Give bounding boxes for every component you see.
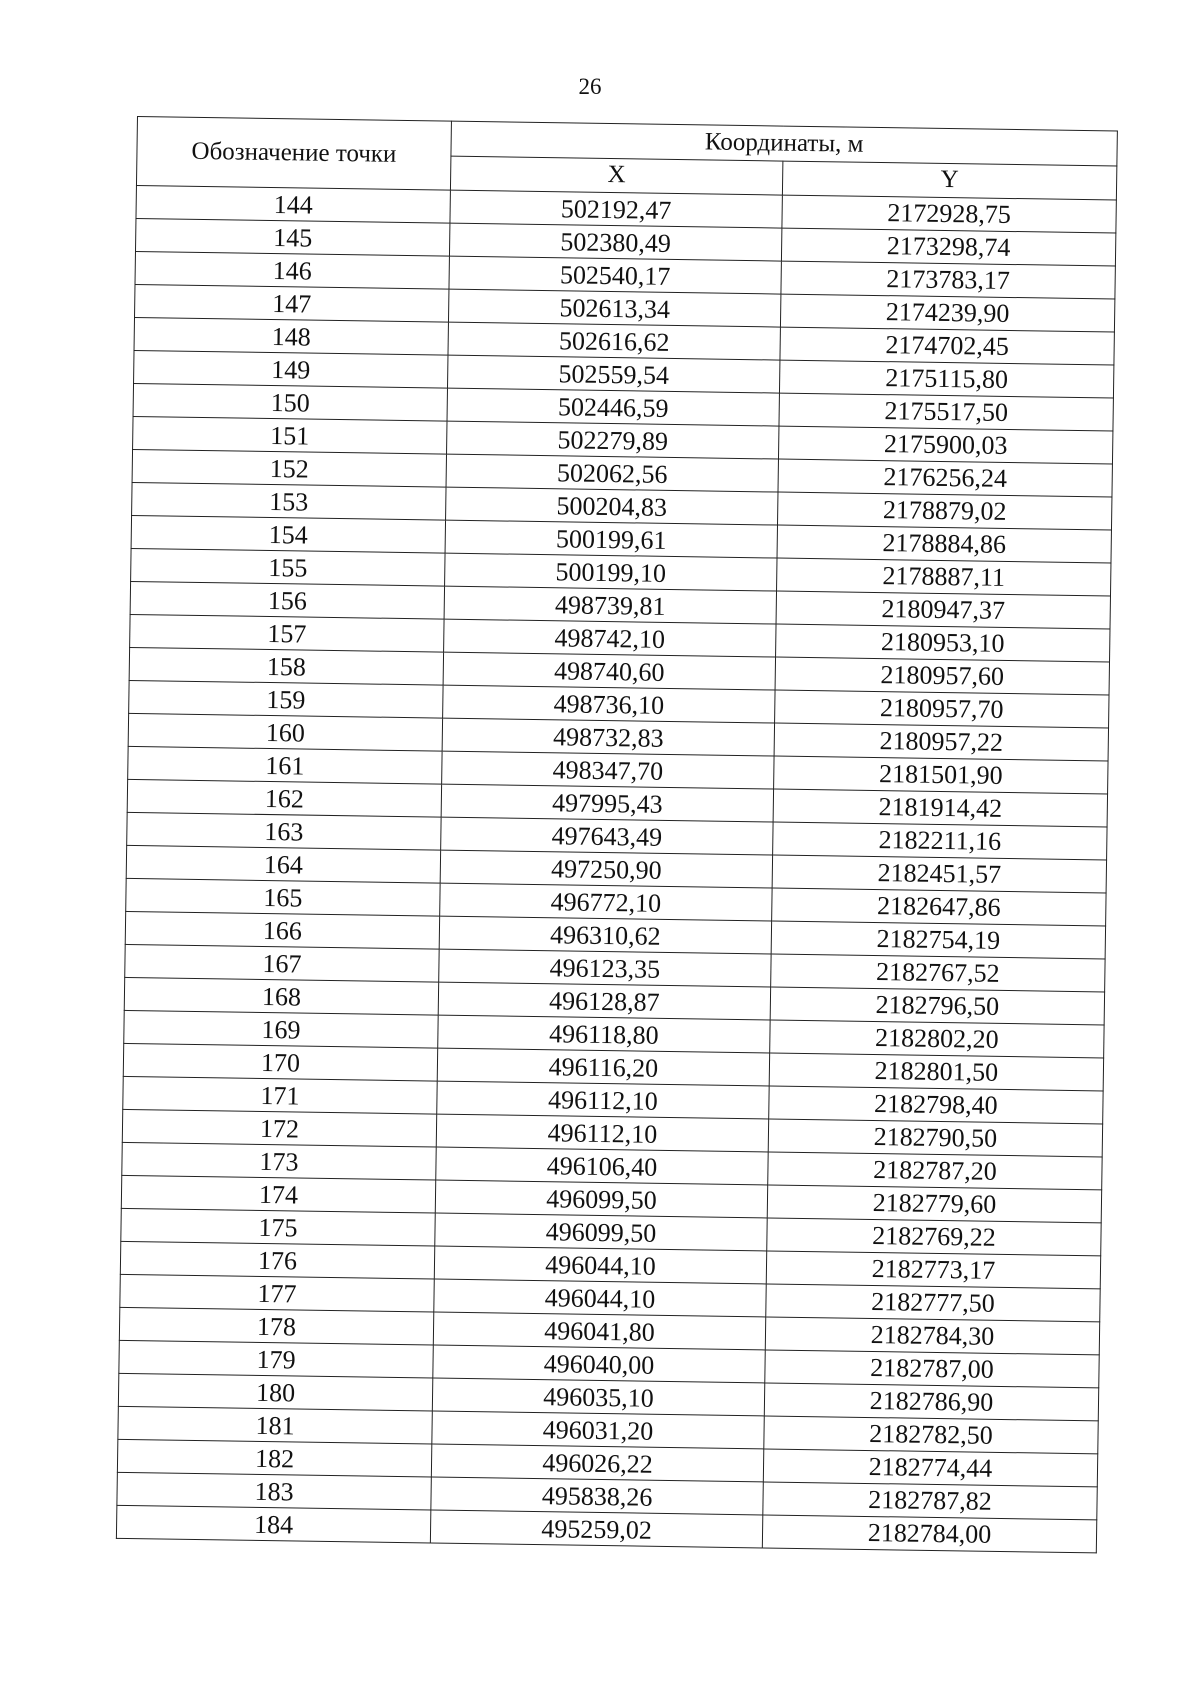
- cell-point: 144: [136, 185, 450, 223]
- cell-point: 160: [128, 713, 442, 751]
- cell-y: 2181914,42: [773, 789, 1107, 827]
- cell-x: 502613,34: [448, 289, 780, 327]
- cell-point: 181: [118, 1406, 432, 1444]
- cell-point: 170: [123, 1043, 437, 1081]
- cell-point: 172: [122, 1109, 436, 1147]
- cell-x: 498739,81: [444, 586, 776, 624]
- header-x: X: [450, 156, 782, 195]
- cell-y: 2182801,50: [769, 1053, 1103, 1091]
- cell-point: 173: [122, 1142, 436, 1180]
- cell-x: 500199,61: [445, 520, 777, 558]
- cell-point: 154: [131, 515, 445, 553]
- cell-x: 496040,00: [433, 1345, 765, 1383]
- cell-point: 146: [135, 251, 449, 289]
- cell-point: 150: [133, 383, 447, 421]
- cell-x: 502062,56: [446, 454, 778, 492]
- cell-y: 2182786,90: [764, 1383, 1098, 1421]
- cell-x: 502559,54: [447, 355, 779, 393]
- cell-y: 2182782,50: [764, 1416, 1098, 1454]
- cell-point: 152: [132, 449, 446, 487]
- cell-x: 496044,10: [434, 1246, 766, 1284]
- cell-y: 2178884,86: [777, 525, 1111, 563]
- cell-y: 2174702,45: [780, 327, 1114, 365]
- cell-point: 165: [126, 878, 440, 916]
- cell-point: 174: [121, 1175, 435, 1213]
- cell-point: 145: [135, 218, 449, 256]
- cell-x: 496112,10: [436, 1114, 768, 1152]
- cell-point: 162: [127, 779, 441, 817]
- cell-y: 2182767,52: [771, 954, 1105, 992]
- cell-point: 164: [126, 845, 440, 883]
- cell-point: 184: [116, 1505, 430, 1543]
- cell-x: 502616,62: [448, 322, 780, 360]
- cell-point: 153: [132, 482, 446, 520]
- cell-point: 148: [134, 317, 448, 355]
- cell-x: 498742,10: [444, 619, 776, 657]
- cell-point: 147: [135, 284, 449, 322]
- cell-y: 2182769,22: [767, 1218, 1101, 1256]
- coordinates-table-container: [116, 116, 1117, 1553]
- cell-x: 496035,10: [432, 1378, 764, 1416]
- cell-y: 2174239,90: [780, 294, 1114, 332]
- cell-point: 166: [125, 911, 439, 949]
- cell-x: 496031,20: [432, 1411, 764, 1449]
- cell-x: 496112,10: [437, 1081, 769, 1119]
- cell-x: 496026,22: [431, 1444, 763, 1482]
- cell-point: 177: [120, 1274, 434, 1312]
- cell-y: 2180953,10: [776, 624, 1110, 662]
- cell-y: 2175517,50: [779, 393, 1113, 431]
- cell-y: 2182802,20: [770, 1020, 1104, 1058]
- cell-point: 175: [121, 1208, 435, 1246]
- cell-y: 2182790,50: [768, 1119, 1102, 1157]
- cell-y: 2173783,17: [781, 261, 1115, 299]
- cell-y: 2180947,37: [776, 591, 1110, 629]
- cell-x: 496123,35: [439, 949, 771, 987]
- cell-x: 495838,26: [431, 1477, 763, 1515]
- cell-x: 496106,40: [436, 1147, 768, 1185]
- cell-point: 163: [127, 812, 441, 850]
- cell-x: 502380,49: [449, 223, 781, 261]
- cell-y: 2172928,75: [782, 195, 1116, 233]
- cell-y: 2182796,50: [770, 987, 1104, 1025]
- cell-x: 496128,87: [438, 982, 770, 1020]
- cell-x: 496099,50: [435, 1180, 767, 1218]
- cell-x: 496099,50: [435, 1213, 767, 1251]
- cell-x: 497643,49: [441, 817, 773, 855]
- cell-x: 502540,17: [449, 256, 781, 294]
- cell-y: 2182451,57: [772, 855, 1106, 893]
- cell-y: 2182773,17: [766, 1251, 1100, 1289]
- cell-x: 502192,47: [450, 190, 782, 228]
- cell-y: 2181501,90: [774, 756, 1108, 794]
- cell-y: 2175115,80: [779, 360, 1113, 398]
- cell-point: 158: [129, 647, 443, 685]
- cell-x: 496772,10: [440, 883, 772, 921]
- cell-y: 2182784,00: [762, 1515, 1096, 1553]
- cell-x: 496116,20: [437, 1048, 769, 1086]
- cell-y: 2180957,60: [775, 657, 1109, 695]
- table-body: [116, 185, 1116, 1552]
- cell-point: 178: [119, 1307, 433, 1345]
- cell-x: 496041,80: [433, 1312, 765, 1350]
- cell-y: 2182787,82: [763, 1482, 1097, 1520]
- cell-y: 2180957,70: [775, 690, 1109, 728]
- cell-y: 2182784,30: [765, 1317, 1099, 1355]
- cell-point: 168: [124, 977, 438, 1015]
- cell-point: 149: [134, 350, 448, 388]
- cell-x: 502446,59: [447, 388, 779, 426]
- cell-y: 2182647,86: [772, 888, 1106, 926]
- header-point-designation: Обозначение точки: [136, 117, 451, 191]
- cell-point: 151: [133, 416, 447, 454]
- cell-point: 169: [124, 1010, 438, 1048]
- cell-y: 2182798,40: [769, 1086, 1103, 1124]
- header-coordinates: Координаты, м: [451, 121, 1117, 165]
- cell-x: 500204,83: [446, 487, 778, 525]
- cell-x: 495259,02: [430, 1510, 762, 1548]
- cell-y: 2182787,00: [765, 1350, 1099, 1388]
- cell-y: 2182777,50: [766, 1284, 1100, 1322]
- cell-x: 498347,70: [442, 751, 774, 789]
- cell-point: 182: [117, 1439, 431, 1477]
- cell-x: 500199,10: [445, 553, 777, 591]
- header-y: Y: [782, 161, 1116, 200]
- cell-y: 2178887,11: [777, 558, 1111, 596]
- cell-point: 179: [119, 1340, 433, 1378]
- cell-x: 496118,80: [438, 1015, 770, 1053]
- cell-y: 2175900,03: [778, 426, 1112, 464]
- cell-y: 2182774,44: [763, 1449, 1097, 1487]
- cell-y: 2173298,74: [781, 228, 1115, 266]
- cell-x: 498736,10: [443, 685, 775, 723]
- cell-point: 180: [118, 1373, 432, 1411]
- cell-x: 496044,10: [434, 1279, 766, 1317]
- cell-y: 2180957,22: [774, 723, 1108, 761]
- cell-point: 161: [128, 746, 442, 784]
- cell-y: 2182754,19: [771, 921, 1105, 959]
- page-number: 26: [578, 74, 602, 99]
- cell-point: 159: [129, 680, 443, 718]
- cell-x: 498740,60: [443, 652, 775, 690]
- cell-y: 2182779,60: [767, 1185, 1101, 1223]
- cell-x: 497995,43: [441, 784, 773, 822]
- cell-point: 176: [120, 1241, 434, 1279]
- cell-point: 171: [123, 1076, 437, 1114]
- cell-y: 2182787,20: [768, 1152, 1102, 1190]
- cell-point: 155: [131, 548, 445, 586]
- coordinates-table: [116, 116, 1118, 1553]
- cell-point: 183: [117, 1472, 431, 1510]
- cell-point: 156: [130, 581, 444, 619]
- cell-point: 167: [125, 944, 439, 982]
- cell-point: 157: [130, 614, 444, 652]
- cell-x: 496310,62: [439, 916, 771, 954]
- cell-x: 498732,83: [442, 718, 774, 756]
- cell-y: 2178879,02: [778, 492, 1112, 530]
- cell-x: 497250,90: [440, 850, 772, 888]
- cell-y: 2182211,16: [773, 822, 1107, 860]
- cell-y: 2176256,24: [778, 459, 1112, 497]
- cell-x: 502279,89: [447, 421, 779, 459]
